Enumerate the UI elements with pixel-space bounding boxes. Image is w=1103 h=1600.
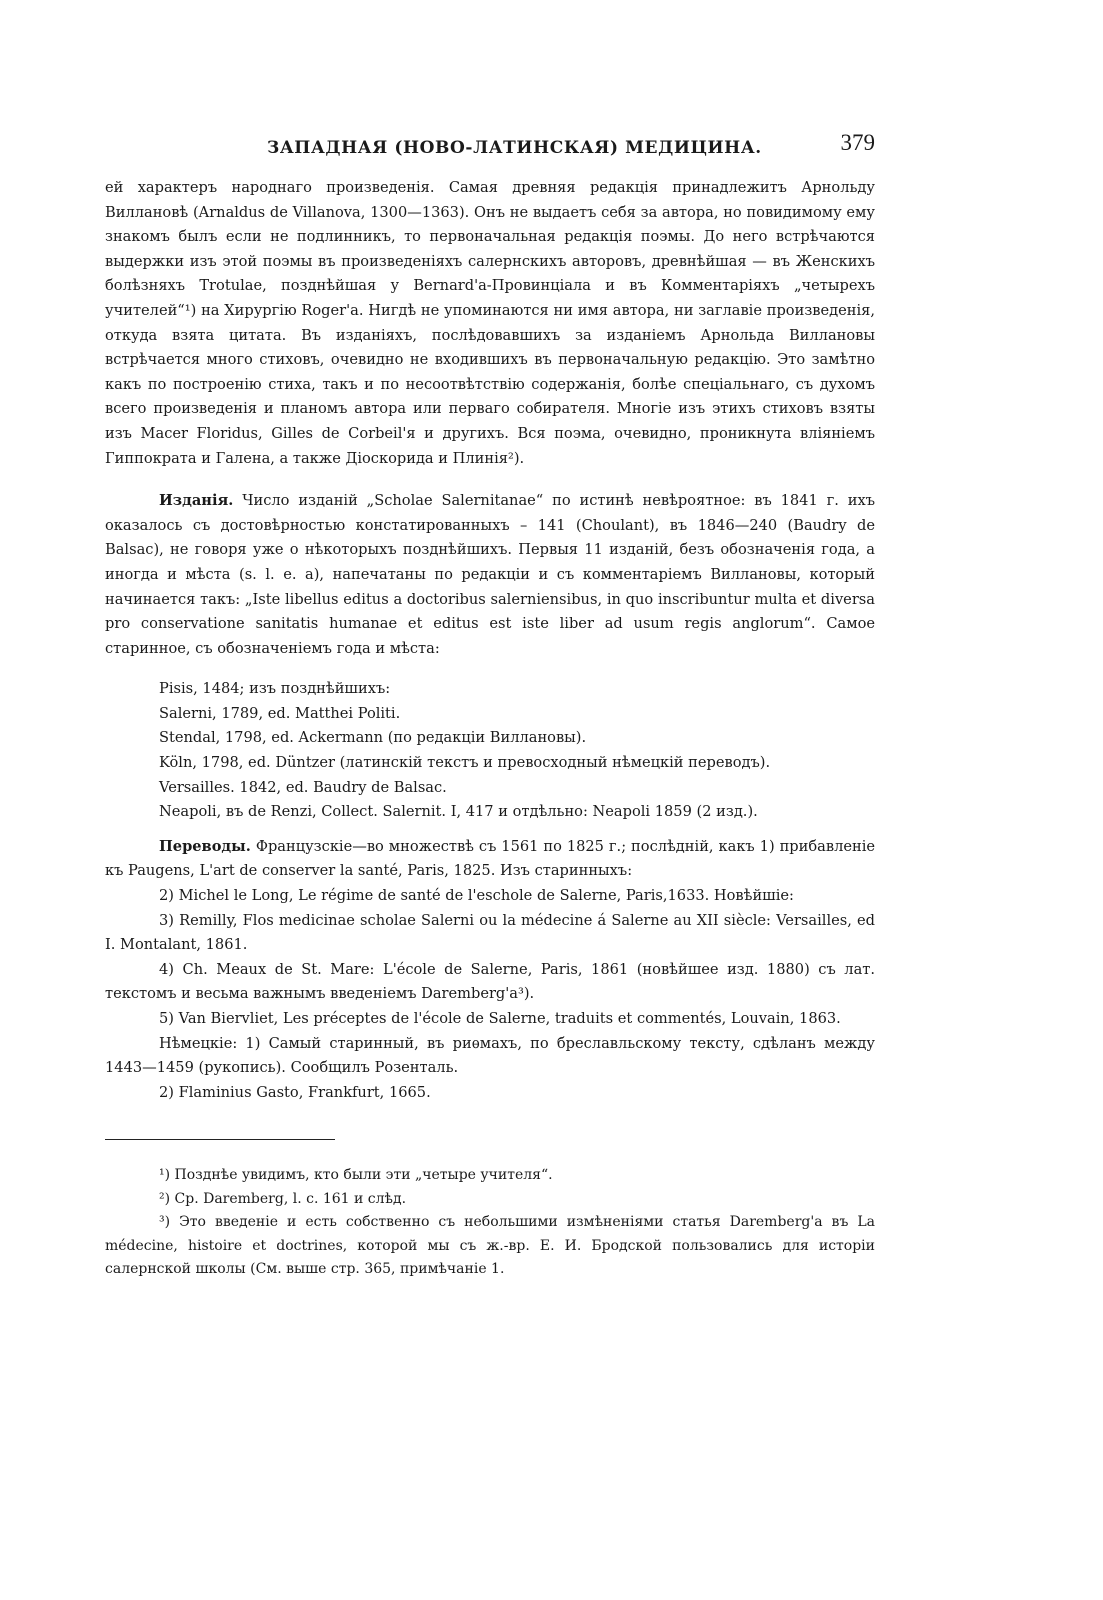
- page-title: ЗАПАДНАЯ (НОВО-ЛАТИНСКАЯ) МЕДИЦИНА.: [267, 138, 762, 158]
- edition-item: Salerni, 1789, ed. Matthei Politi.: [159, 704, 401, 722]
- document-page: [105, 118, 875, 1282]
- running-header: [105, 118, 875, 176]
- translation-item: 2) Michel le Long, Le régime de santé de l'eschole de Salerne, Paris,1633. Новѣйшіе:: [159, 887, 794, 905]
- translation-item: 5) Van Biervliet, Les préceptes de l'école de Salerne, traduits et commentés, Louvain, 1863.: [159, 1010, 841, 1027]
- editions-list: [159, 677, 875, 825]
- translation-item: 3) Remilly, Flos medicinae scholae Salerni ou la médecine á Salerne au XII siècle: Versailles, ed I. Montalant, 1861.: [105, 911, 875, 954]
- footnote-3: ³) Это введеніе и есть собственно съ небольшими измѣненіями статья Daremberg'a въ La médecine, histoire et doctrines, которой мы съ ж.-вр. Е. И. Бродской пользовались для исторіи салернской школы (См. выше стр. 365, примѣчаніе 1.: [105, 1214, 875, 1278]
- translations-section: [105, 835, 875, 1106]
- translation-item: Нѣмецкіе: 1) Самый старинный, въ риѳмахъ, по бреславльскому тексту, сдѣланъ между 1443—1459 (рукопись). Сообщилъ Розенталь.: [105, 1034, 875, 1077]
- footnotes: [105, 1164, 875, 1282]
- footnote-2: ²) Ср. Daremberg, l. c. 161 и слѣд.: [159, 1190, 407, 1207]
- translation-item: 4) Ch. Meaux de St. Mare: L'école de Salerne, Paris, 1861 (новѣйшее изд. 1880) съ лат. текстомъ и весьма важнымъ введеніемъ Daremberg'a³).: [105, 960, 875, 1003]
- editions-label: Изданія.: [159, 492, 234, 510]
- page-number: 379: [840, 130, 875, 155]
- translation-item: 2) Flaminius Gasto, Frankfurt, 1665.: [159, 1083, 431, 1101]
- translations-label: Переводы.: [159, 837, 251, 855]
- editions-text: Число изданій „Scholae Salernitanae“ по истинѣ невѣроятное: въ 1841 г. ихъ оказалось съ достовѣрностью констатированныхъ – 141 (Choulant), въ 1846—240 (Baudry de Balsac), не говоря уже о нѣкоторыхъ позднѣйшихъ. Первыя 11 изданій, безъ обозначенія года, а иногда и мѣста (s. l. e. a), напечатаны по редакціи и съ комментаріемъ Виллановы, который начинается такъ: „Iste libellus editus a doctoribus salerniensibus, in quo inscribuntur multa et diversa pro conservatione sanitatis humanae et editus est iste liber ad usum regis anglorum“. Самое старинное, съ обозначеніемъ года и мѣста:: [105, 492, 875, 657]
- edition-item: Neapoli, въ de Renzi, Collect. Salernit. I, 417 и отдѣльно: Neapoli 1859 (2 изд.).: [159, 803, 758, 821]
- intro-paragraph: ей характеръ народнаго произведенія. Самая древняя редакція принадлежитъ Арнольду Виллановѣ (Arnaldus de Villanova, 1300—1363). Онъ не выдаетъ себя за автора, но повидимому ему знакомъ былъ если не подлинникъ, то первоначальная редакція поэмы. До него встрѣчаются выдержки изъ этой поэмы въ произведеніяхъ салернскихъ авторовъ, древнѣйшая — въ Женскихъ болѣзняхъ Trotulae, позднѣйшая у Bernard'a-Провинціала и въ Комментаріяхъ „четырехъ учителей“¹) на Хирургію Roger'a. Нигдѣ не упоминаются ни имя автора, ни заглавіе произведенія, откуда взята цитата. Въ изданіяхъ, послѣдовавшихъ за изданіемъ Арнольда Виллановы встрѣчается много стиховъ, очевидно не входившихъ въ первоначальную редакцію. Это замѣтно какъ по построенію стиха, такъ и по несоотвѣтствію содержанія, болѣе спеціальнаго, съ духомъ всего произведенія и планомъ автора или перваго собирателя. Многіе изъ этихъ стиховъ взяты изъ Macer Floridus, Gilles de Corbeil'я и другихъ. Вся поэма, очевидно, проникнута вліяніемъ Гиппократа и Галена, а также Діоскорида и Плинія²).: [105, 179, 875, 467]
- translation-text: Французскіе—во множествѣ съ 1561 по 1825 г.; послѣдній, какъ 1) прибавленіе къ Paugens, L'art de conserver la santé, Paris, 1825. Изъ старинныхъ:: [105, 837, 876, 880]
- editions-paragraph: [105, 489, 875, 661]
- edition-item: Köln, 1798, ed. Düntzer (латинскій текстъ и превосходный нѣмецкій переводъ).: [159, 754, 771, 772]
- footnote-1: ¹) Позднѣе увидимъ, кто были эти „четыре учителя“.: [159, 1167, 553, 1184]
- edition-item: Stendal, 1798, ed. Ackermann (по редакціи Виллановы).: [159, 729, 587, 747]
- translations-line: [105, 835, 875, 884]
- edition-item: Pisis, 1484; изъ позднѣйшихъ:: [159, 680, 391, 698]
- footnote-separator: [105, 1139, 335, 1140]
- edition-item: Versailles. 1842, ed. Baudry de Balsac.: [159, 778, 447, 796]
